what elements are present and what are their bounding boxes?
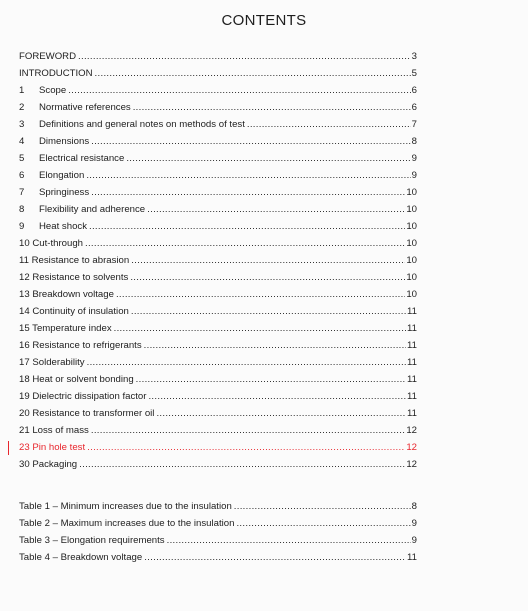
leader-dots [131, 303, 406, 320]
toc-entry-page: 11 [407, 408, 417, 419]
tables-list [19, 498, 417, 566]
toc-entry-bonding[interactable] [19, 371, 417, 388]
toc-entry-label: 23 Pin hole test [19, 442, 86, 453]
toc-entry-label: 17 Solderability [19, 357, 85, 368]
toc-entry-abrasion[interactable] [19, 252, 417, 269]
toc-entry-label: Elongation [39, 170, 85, 181]
leader-dots [133, 99, 411, 116]
toc-entry-label: 12 Resistance to solvents [19, 272, 129, 283]
leader-dots [86, 167, 410, 184]
toc-entry-label: Definitions and general notes on methods of test [39, 119, 245, 130]
toc-entry-label: Dimensions [39, 136, 90, 147]
toc-entry-page: 10 [406, 289, 417, 300]
toc-entry-page: 6 [411, 85, 417, 96]
toc-entry-label: 10 Cut-through [19, 238, 83, 249]
toc-entry-foreword[interactable] [19, 48, 417, 65]
toc-entry-page: 11 [407, 357, 417, 368]
toc-entry-temperature-index[interactable] [19, 320, 417, 337]
toc-entry-dimensions[interactable] [19, 133, 417, 150]
leader-dots [114, 320, 406, 337]
toc-entry-number: 7 [19, 187, 25, 198]
leader-dots [89, 218, 405, 235]
leader-dots [247, 116, 411, 133]
toc-entry-number: 6 [19, 170, 25, 181]
toc-entry-label: 21 Loss of mass [19, 425, 89, 436]
toc-entry-introduction[interactable] [19, 65, 417, 82]
change-bar [8, 441, 9, 455]
toc-entry-page: 10 [406, 221, 417, 232]
toc-entry-page: 10 [406, 187, 417, 198]
leader-dots [79, 456, 405, 473]
toc-entry-label: Springiness [39, 187, 90, 198]
toc-entry-page: 11 [407, 306, 417, 317]
leader-dots [87, 354, 406, 371]
table-entry[interactable] [19, 532, 417, 549]
toc-entry-page: 10 [406, 238, 417, 249]
toc-entry-label: 16 Resistance to refrigerants [19, 340, 142, 351]
toc-entry-number: 1 [19, 85, 25, 96]
toc-entry-label: INTRODUCTION [19, 68, 93, 79]
table-entry-page: 9 [411, 518, 417, 529]
toc-entry-label: 19 Dielectric dissipation factor [19, 391, 147, 402]
toc-entry-label: Scope [39, 85, 67, 96]
toc-entry-flexibility[interactable] [19, 201, 417, 218]
leader-dots [148, 388, 406, 405]
leader-dots [91, 422, 405, 439]
leader-dots [87, 439, 405, 456]
toc-entry-page: 9 [411, 153, 417, 164]
toc-entry-label: FOREWORD [19, 51, 77, 62]
toc-entry-page: 12 [406, 442, 417, 453]
leader-dots [144, 337, 406, 354]
toc-entry-page: 10 [406, 272, 417, 283]
toc-entry-number: 2 [19, 102, 25, 113]
toc-entry-number: 5 [19, 153, 25, 164]
leader-dots [156, 405, 406, 422]
toc-entry-page: 11 [407, 340, 417, 351]
toc-entry-page: 8 [411, 136, 417, 147]
toc-entry-number: 9 [19, 221, 25, 232]
leader-dots [68, 82, 410, 99]
toc-entry-number: 8 [19, 204, 25, 215]
toc-entry-page: 6 [411, 102, 417, 113]
toc-entry-label: Electrical resistance [39, 153, 125, 164]
table-entry-label: Table 1 – Minimum increases due to the insulation [19, 501, 232, 512]
table-entry[interactable] [19, 549, 417, 566]
leader-dots [116, 286, 405, 303]
leader-dots [126, 150, 410, 167]
table-entry[interactable] [19, 515, 417, 532]
toc-entry-page: 9 [411, 170, 417, 181]
toc-entry-label: 18 Heat or solvent bonding [19, 374, 134, 385]
toc-entry-elongation[interactable] [19, 167, 417, 184]
toc-entry-definitions[interactable] [19, 116, 417, 133]
toc-entry-page: 10 [406, 204, 417, 215]
leader-dots [167, 532, 411, 549]
leader-dots [95, 65, 411, 82]
toc-entry-solderability[interactable] [19, 354, 417, 371]
leader-dots [85, 235, 405, 252]
toc-entry-label: 15 Temperature index [19, 323, 112, 334]
toc-entry-solvents[interactable] [19, 269, 417, 286]
toc-entry-refrigerants[interactable] [19, 337, 417, 354]
leader-dots [234, 498, 411, 515]
toc-entry-springiness[interactable] [19, 184, 417, 201]
page-title: CONTENTS [221, 12, 307, 29]
toc-entry-number: 3 [19, 119, 25, 130]
toc-entry-breakdown-voltage[interactable] [19, 286, 417, 303]
leader-dots [147, 201, 405, 218]
toc-entry-label: Flexibility and adherence [39, 204, 146, 215]
table-entry-page: 11 [407, 552, 417, 563]
toc-entry-transformer-oil[interactable] [19, 405, 417, 422]
table-entry-label: Table 3 – Elongation requirements [19, 535, 165, 546]
leader-dots [131, 252, 405, 269]
toc-entry-page: 5 [411, 68, 417, 79]
table-entry-label: Table 4 – Breakdown voltage [19, 552, 143, 563]
toc-entry-label: 30 Packaging [19, 459, 78, 470]
toc-entry-label: 11 Resistance to abrasion [19, 255, 130, 266]
leader-dots [136, 371, 406, 388]
toc-entry-scope[interactable] [19, 82, 417, 99]
toc-entry-packaging[interactable] [19, 456, 417, 473]
toc-entry-cut-through[interactable] [19, 235, 417, 252]
leader-dots [130, 269, 405, 286]
toc-entry-number: 4 [19, 136, 25, 147]
toc-entry-dissipation-factor[interactable] [19, 388, 417, 405]
toc-entry-pin-hole-test[interactable] [19, 439, 417, 456]
toc-entry-page: 12 [406, 425, 417, 436]
toc-entry-label: 20 Resistance to transformer oil [19, 408, 155, 419]
toc-entry-normative-references[interactable] [19, 99, 417, 116]
toc-entry-page: 11 [407, 374, 417, 385]
leader-dots [78, 48, 411, 65]
table-entry-label: Table 2 – Maximum increases due to the insulation [19, 518, 235, 529]
toc-entry-label: Normative references [39, 102, 131, 113]
toc-entry-page: 7 [411, 119, 417, 130]
table-entry[interactable] [19, 498, 417, 515]
leader-dots [91, 133, 411, 150]
toc-entry-heat-shock[interactable] [19, 218, 417, 235]
toc-entry-label: Heat shock [39, 221, 87, 232]
toc-entry-loss-of-mass[interactable] [19, 422, 417, 439]
contents-list [19, 48, 417, 473]
leader-dots [236, 515, 410, 532]
table-entry-page: 8 [411, 501, 417, 512]
toc-entry-label: 14 Continuity of insulation [19, 306, 129, 317]
leader-dots [91, 184, 405, 201]
leader-dots [144, 549, 406, 566]
toc-entry-page: 12 [406, 459, 417, 470]
toc-entry-continuity[interactable] [19, 303, 417, 320]
toc-entry-label: 13 Breakdown voltage [19, 289, 114, 300]
toc-entry-electrical-resistance[interactable] [19, 150, 417, 167]
table-entry-page: 9 [411, 535, 417, 546]
toc-entry-page: 3 [411, 51, 417, 62]
toc-entry-page: 11 [407, 391, 417, 402]
toc-entry-page: 10 [406, 255, 417, 266]
toc-entry-page: 11 [407, 323, 417, 334]
